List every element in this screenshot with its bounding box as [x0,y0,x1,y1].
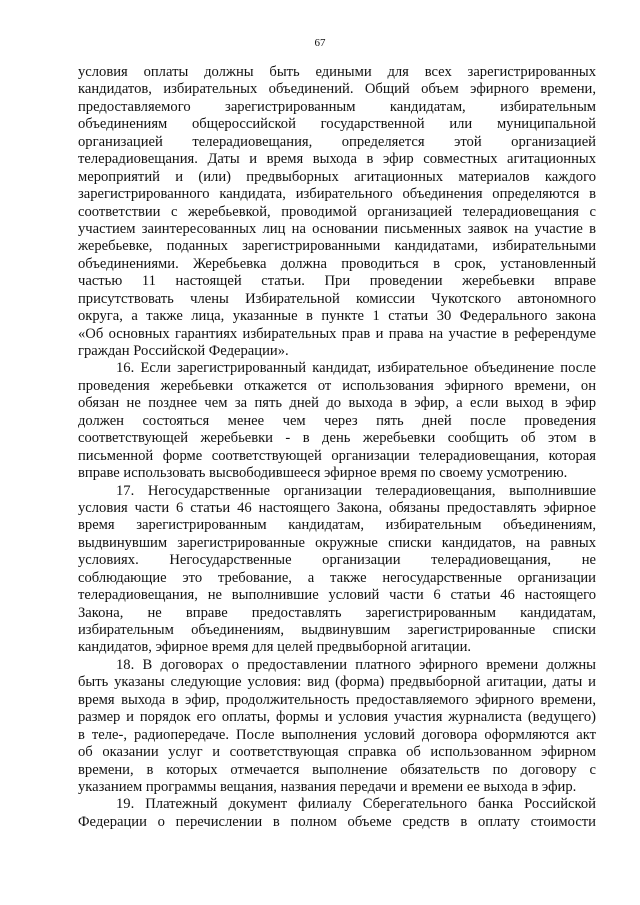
text-line: указанием программы вещания, названия передачи и времени ее выхода в эфир. [78,778,577,795]
text-line: условия части 6 статьи 46 настоящего Закона, обязаны предоставлять эфирное [78,499,596,516]
text-line: письменной форме соответствующей организации телерадиовещания, которая [78,447,596,464]
text-line: телерадиовещания, не выполнившие условий части 6 статьи 46 настоящего [78,587,596,604]
text-line: 16. Если зарегистрированный кандидат, избирательное объединение после [116,360,596,377]
text-line: соблюдающие это требование, а также негосударственные организации [78,569,596,586]
text-line: кандидатов, эфирное время для целей предвыборной агитации. [78,639,472,656]
text-line: об оказании услуг и соответствующая справка об использованном эфирном [78,744,596,761]
text-line: Закона, не вправе предоставлять зарегистрированным кандидатам, [78,604,596,621]
text-line: объединениям общероссийской государственной или муниципальной [78,116,596,133]
text-line: проведения жеребьевки откажется от использования эфирного времени, он [78,377,596,394]
text-line: время зарегистрированным кандидатам, избирательным объединениям, [78,517,596,534]
text-line: участием заинтересованных лиц на основании письменных заявок на участие в [78,220,596,237]
text-line: объединениями. Жеребьевка должна проводиться в срок, установленный [78,255,596,272]
page-number: 67 [314,37,326,49]
text-line: должен состояться менее чем через пять дней после проведения [78,412,596,429]
text-line: телерадиовещания. Даты и время выхода в эфир совместных агитационных [78,151,596,168]
text-line: 19. Платежный документ филиалу Сберегательного банка Российской [116,796,596,813]
text-line: время выхода в эфир, продолжительность предоставляемого эфирного времени, [78,691,596,708]
text-line: мероприятий и (или) предвыборных агитационных материалов каждого [78,168,596,185]
text-line: в теле-, радиопередаче. После выполнения условий договора оформляются акт [78,726,596,743]
text-line: организацией телерадиовещания, определяется этой организацией [78,133,596,150]
text-line: округа, а также лица, указанные в пункте 1 статьи 30 Федерального закона [78,308,596,325]
text-line: соответствующей жеребьевки - в день жеребьевки сообщить об этом в [78,430,596,447]
text-line: обязан не позднее чем за пять дней до выхода в эфир, а если выход в эфир [78,395,596,412]
text-line: размер и порядок его оплаты, формы и условия участия журналиста (ведущего) [78,709,596,726]
text-line: предоставляемого зарегистрированным кандидатам, избирательным [78,98,596,115]
text-line: вправе использовать высвободившееся эфирное время по своему усмотрению. [78,465,568,482]
text-line: 18. В договорах о предоставлении платного эфирного времени должны [116,656,596,673]
text-line: избирательным объединениям, выдвинувшим зарегистрированные списки [78,622,596,638]
text-line: условия оплаты должны быть едиными для всех зарегистрированных [78,64,596,80]
text-line: присутствовать члены Избирательной комиссии Чукотского автономного [78,290,596,307]
text-line: жеребьевке, поданных зарегистрированными кандидатами, избирательными [78,238,596,255]
document-body [78,64,596,831]
text-line: «Об основных гарантиях избирательных прав и права на участие в референдуме [78,325,596,342]
text-line: времени, в которых отмечается выполнение обязательств по договору с [78,761,596,778]
text-line: кандидатов, избирательных объединений. Общий объем эфирного времени, [78,81,596,98]
text-line: быть указаны следующие условия: вид (форма) предвыборной агитации, даты и [78,674,596,691]
text-line: частью 11 настоящей статьи. При проведении жеребьевки вправе [78,273,596,290]
text-line: зарегистрированного кандидата, избирательного объединения определяются в [78,186,596,203]
text-line: условиях. Негосударственные организации телерадиовещания, не [78,552,596,569]
text-line: граждан Российской Федерации». [78,343,289,359]
text-line: Федерации о перечислении в полном объеме средств в оплату стоимости [78,813,596,830]
text-line: соответствии с жеребьевкой, проводимой организацией телерадиовещания с [78,203,596,220]
text-line: 17. Негосударственные организации телерадиовещания, выполнившие [116,482,596,499]
text-line: выдвинувшим зарегистрированные окружные списки кандидатов, на равных [78,534,596,551]
